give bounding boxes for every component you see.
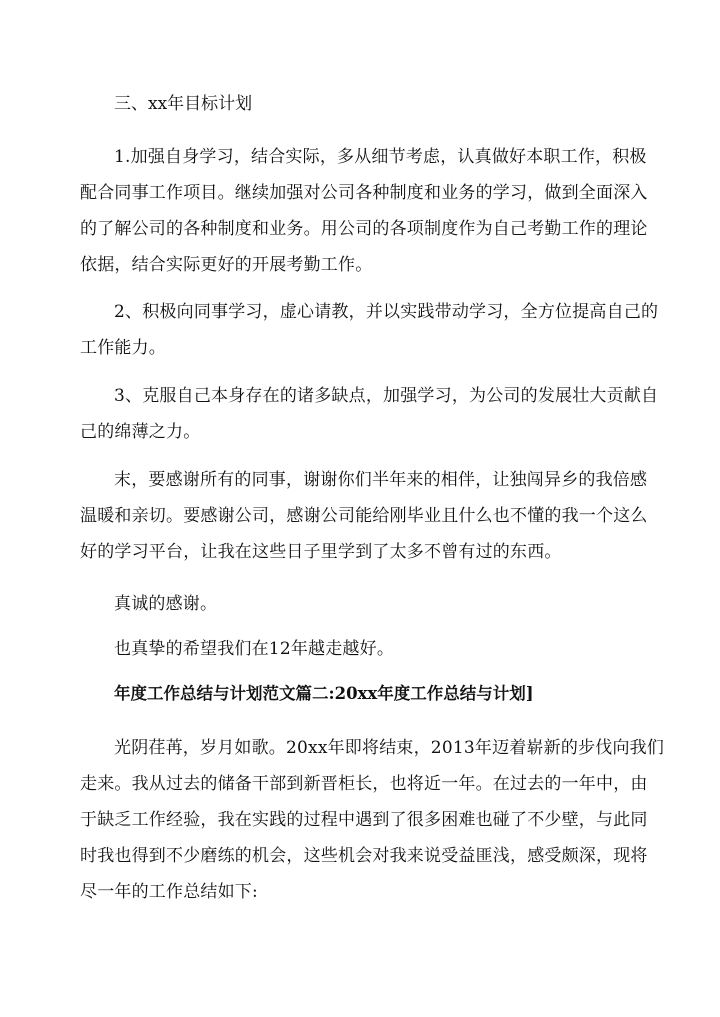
- text-line: 己的绵薄之力。: [80, 422, 201, 442]
- text-line: 于缺乏工作经验，我在实践的过程中遇到了很多困难也碰了不少壁，与此同: [80, 810, 648, 830]
- text-line: 末，要感谢所有的同事，谢谢你们半年来的相伴，让独闯异乡的我倍感: [114, 470, 648, 490]
- paragraph-goal-3: [80, 378, 659, 450]
- text-line: 1.加强自身学习，结合实际，多从细节考虑，认真做好本职工作，积极: [114, 147, 647, 167]
- text-line: 尽一年的工作总结如下:: [80, 882, 258, 902]
- text-line: 2、积极向同事学习，虚心请教，并以实践带动学习，全方位提高自己的: [114, 302, 659, 322]
- paragraph-goal-1: [80, 139, 648, 283]
- text-line: 时我也得到不少磨练的机会，这些机会对我来说受益匪浅，感受颇深，现将: [80, 846, 648, 866]
- paragraph-goal-2: [80, 294, 659, 366]
- section-heading: 三、xx年目标计划: [114, 94, 253, 114]
- paragraph-sincere-thanks: [80, 586, 642, 622]
- text-line: 3、克服自己本身存在的诸多缺点，加强学习，为公司的发展壮大贡献自: [114, 386, 659, 406]
- text-line: 也真挚的希望我们在12年越走越好。: [114, 639, 395, 659]
- text-line: 走来。我从过去的储备干部到新晋柜长，也将近一年。在过去的一年中，由: [80, 774, 648, 794]
- text-line: 真诚的感谢。: [114, 594, 218, 614]
- paragraph-thanks: [80, 462, 648, 570]
- text-line: 光阴荏苒，岁月如歌。20xx年即将结束，2013年迈着崭新的步伐向我们: [114, 738, 665, 758]
- text-line: 温暖和亲切。要感谢公司，感谢公司能给刚毕业且什么也不懂的我一个这么: [80, 506, 648, 526]
- text-line: 的了解公司的各种制度和业务。用公司的各项制度作为自己考勤工作的理论: [80, 219, 648, 239]
- text-line: 配合同事工作项目。继续加强对公司各种制度和业务的学习，做到全面深入: [80, 183, 648, 203]
- paragraph-intro: [80, 730, 665, 910]
- text-line: 工作能力。: [80, 338, 166, 358]
- paragraph-wish: [80, 631, 642, 667]
- text-line: 好的学习平台，让我在这些日子里学到了太多不曾有过的东西。: [80, 542, 562, 562]
- text-line: 依据，结合实际更好的开展考勤工作。: [80, 255, 373, 275]
- article-title: 年度工作总结与计划范文篇二:20xx年度工作总结与计划]: [114, 684, 534, 703]
